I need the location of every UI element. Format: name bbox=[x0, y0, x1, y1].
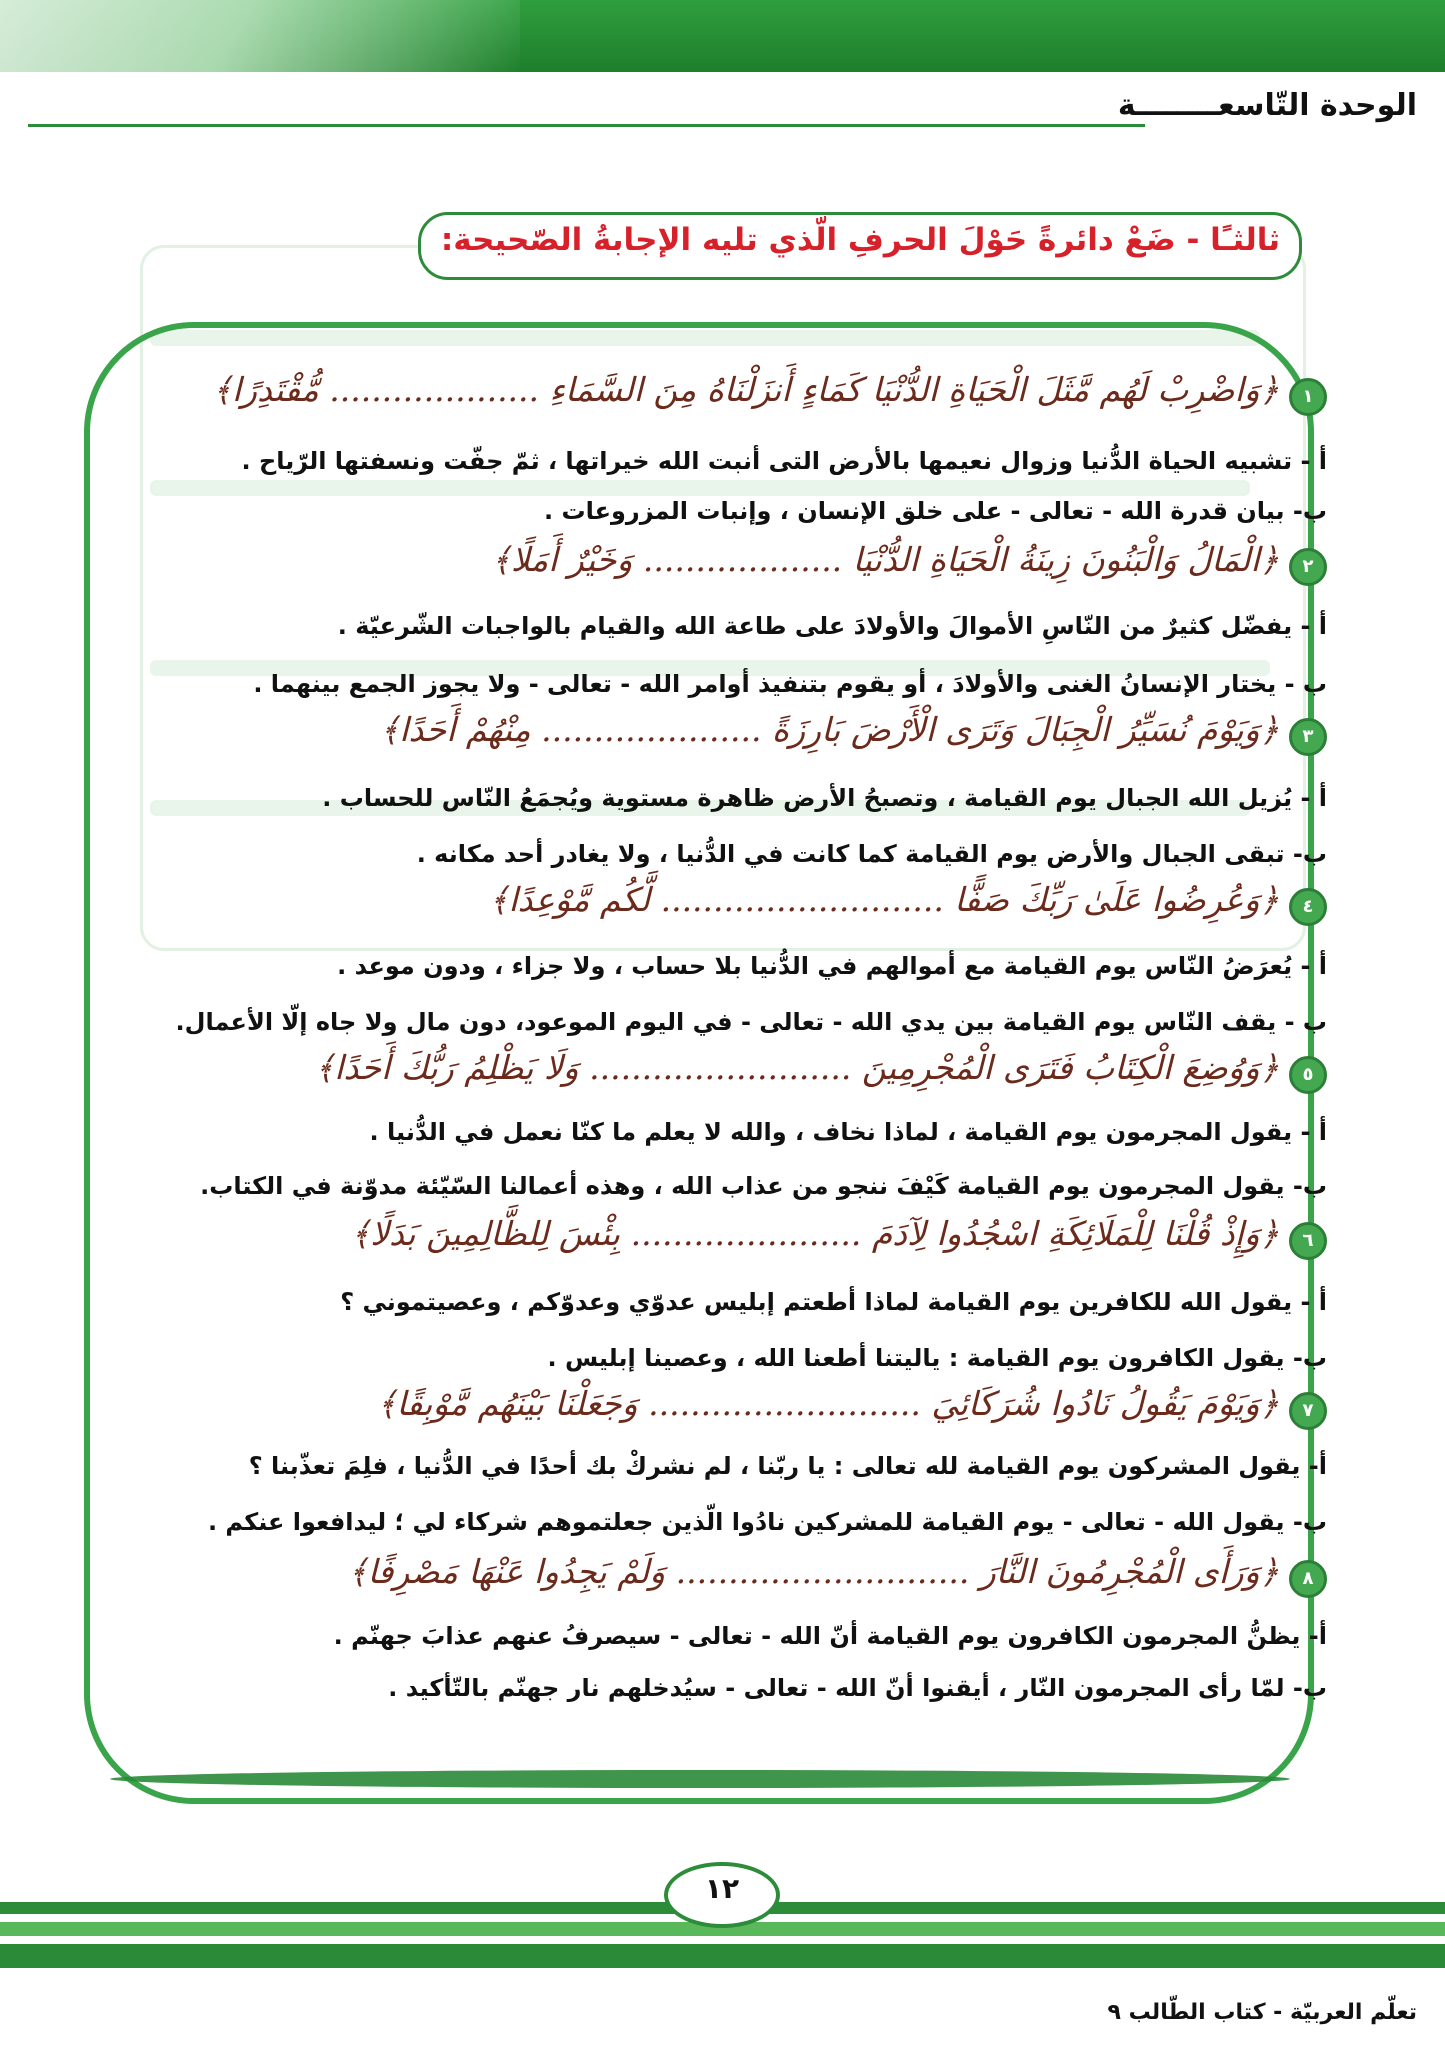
question-item bbox=[270, 1384, 1327, 1438]
option-a[interactable]: أ- يقول المشركون يوم القيامة لله تعالى : يا ربّنا ، لم نشركْ بك أحدًا في الدُّنيا ، فلِمَ تعذّبنا ؟ bbox=[248, 1452, 1327, 1480]
exercise-frame-shadow bbox=[110, 1770, 1290, 1788]
question-item bbox=[270, 1214, 1327, 1268]
option-a[interactable]: أ- يظنُّ المجرمون الكافرون يوم القيامة أنّ الله - تعالى - سيصرفُ عنهم عذابَ جهنّم . bbox=[333, 1622, 1327, 1650]
quran-verse: ﴿وَعُرِضُوا عَلَىٰ رَبِّكَ صَفًّا ........................... لَّكُم مَّوْعِدًا﴾ bbox=[489, 880, 1279, 919]
option-b[interactable]: ب - يقف النّاس يوم القيامة بين يدي الله - تعالى - في اليوم الموعود، دون مال ولا جاه إلّا الأعمال. bbox=[175, 1008, 1327, 1036]
question-item bbox=[270, 1552, 1327, 1606]
option-b[interactable]: ب- يقول المجرمون يوم القيامة كَيْفَ ننجو من عذاب الله ، وهذه أعمالنا السّيّئة مدوّنة في الكتاب. bbox=[200, 1172, 1327, 1200]
question-number-badge: ٤ bbox=[1289, 888, 1327, 926]
quran-verse: ﴿الْمَالُ وَالْبَنُونَ زِينَةُ الْحَيَاةِ الدُّنْيَا ................... وَخَيْرٌ أَمَلًا﴾ bbox=[491, 540, 1279, 579]
question-number-badge: ٣ bbox=[1289, 718, 1327, 756]
question-item bbox=[270, 540, 1327, 594]
quran-verse: ﴿وَاضْرِبْ لَهُم مَّثَلَ الْحَيَاةِ الدُّنْيَا كَمَاءٍ أَنزَلْنَاهُ مِنَ السَّمَاءِ .................... مُّقْتَدِرًا﴾ bbox=[212, 370, 1279, 409]
footer-stripe bbox=[0, 1944, 1445, 1968]
question-number-badge: ٨ bbox=[1289, 1560, 1327, 1598]
option-b[interactable]: ب- تبقى الجبال والأرض يوم القيامة كما كانت في الدُّنيا ، ولا يغادر أحد مكانه . bbox=[416, 840, 1327, 868]
question-number-badge: ٧ bbox=[1289, 1392, 1327, 1430]
option-a[interactable]: أ - تشبيه الحياة الدُّنيا وزوال نعيمها بالأرض التى أنبت الله خيراتها ، ثمّ جفّت ونسفتها الرّياح . bbox=[241, 447, 1327, 475]
question-item bbox=[270, 880, 1327, 934]
option-b[interactable]: ب- بيان قدرة الله - تعالى - على خلق الإنسان ، وإنبات المزروعات . bbox=[544, 497, 1327, 525]
unit-title: الوحدة التّاسعــــــــة bbox=[1117, 88, 1417, 123]
page-number: ١٢ bbox=[704, 1872, 740, 1905]
quran-verse: ﴿وَرَأَى الْمُجْرِمُونَ النَّارَ ............................ وَلَمْ يَجِدُوا عَنْهَا مَصْرِفًا﴾ bbox=[348, 1552, 1279, 1591]
option-a[interactable]: أ - يُعرَضُ النّاس يوم القيامة مع أموالهم في الدُّنيا بلا حساب ، ولا جزاء ، ودون موعد . bbox=[337, 952, 1327, 980]
option-b[interactable]: ب- لمّا رأى المجرمون النّار ، أيقنوا أنّ الله - تعالى - سيُدخلهم نار جهنّم بالتّأكيد . bbox=[388, 1674, 1327, 1702]
question-item bbox=[212, 370, 1327, 424]
quran-verse: ﴿وَيَوْمَ نُسَيِّرُ الْجِبَالَ وَتَرَى الْأَرْضَ بَارِزَةً ..................... مِنْهُمْ أَحَدًا﴾ bbox=[379, 710, 1279, 749]
question-number-badge: ٢ bbox=[1289, 548, 1327, 586]
quran-verse: ﴿وَوُضِعَ الْكِتَابُ فَتَرَى الْمُجْرِمِينَ ......................... وَلَا يَظْلِمُ رَبُّكَ أَحَدًا﴾ bbox=[314, 1048, 1279, 1087]
unit-title-rule bbox=[28, 124, 1145, 127]
question-number-badge: ٥ bbox=[1289, 1056, 1327, 1094]
quran-verse: ﴿وَيَوْمَ يَقُولُ نَادُوا شُرَكَائِيَ .......................... وَجَعَلْنَا بَيْنَهُم مَّوْبِقًا﴾ bbox=[377, 1384, 1279, 1423]
footer-book-title: تعلّم العربيّة - كتاب الطّالب ٩ bbox=[1107, 2000, 1417, 2025]
option-a[interactable]: أ - يُزيل الله الجبال يوم القيامة ، وتصبحُ الأرض ظاهرة مستوية ويُجمَعُ النّاس للحساب . bbox=[322, 784, 1327, 812]
option-a[interactable]: أ - يفضّل كثيرٌ من النّاسِ الأموالَ والأولادَ على طاعة الله والقيام بالواجبات الشّرعيّة . bbox=[337, 612, 1327, 640]
quran-verse: ﴿وَإِذْ قُلْنَا لِلْمَلَائِكَةِ اسْجُدُوا لِآدَمَ ...................... بِئْسَ لِلظَّالِمِينَ بَدَلًا﴾ bbox=[350, 1214, 1279, 1253]
question-number-badge: ١ bbox=[1289, 378, 1327, 416]
option-a[interactable]: أ - يقول الله للكافرين يوم القيامة لماذا أطعتم إبليس عدوّي وعدوّكم ، وعصيتموني ؟ bbox=[340, 1288, 1327, 1316]
option-b[interactable]: ب- يقول الكافرون يوم القيامة : ياليتنا أطعنا الله ، وعصينا إبليس . bbox=[547, 1344, 1327, 1372]
question-number-badge: ٦ bbox=[1289, 1222, 1327, 1260]
option-b[interactable]: ب - يختار الإنسانُ الغنى والأولادَ ، أو يقوم بتنفيذ أوامر الله - تعالى - ولا يجوز الجمع بينهما . bbox=[253, 670, 1327, 698]
option-a[interactable]: أ - يقول المجرمون يوم القيامة ، لماذا نخاف ، والله لا يعلم ما كنّا نعمل في الدُّنيا . bbox=[369, 1118, 1327, 1146]
question-item bbox=[270, 1048, 1327, 1102]
option-b[interactable]: ب- يقول الله - تعالى - يوم القيامة للمشركين نادُوا الّذين جعلتموهم شركاء لي ؛ ليدافعوا عنكم . bbox=[207, 1508, 1327, 1536]
question-item bbox=[270, 710, 1327, 764]
decorative-ornament bbox=[0, 0, 520, 72]
instruction-heading: ثالثـًا - ضَعْ دائرةً حَوْلَ الحرفِ الّذي تليه الإجابةُ الصّحيحة: bbox=[440, 222, 1280, 258]
